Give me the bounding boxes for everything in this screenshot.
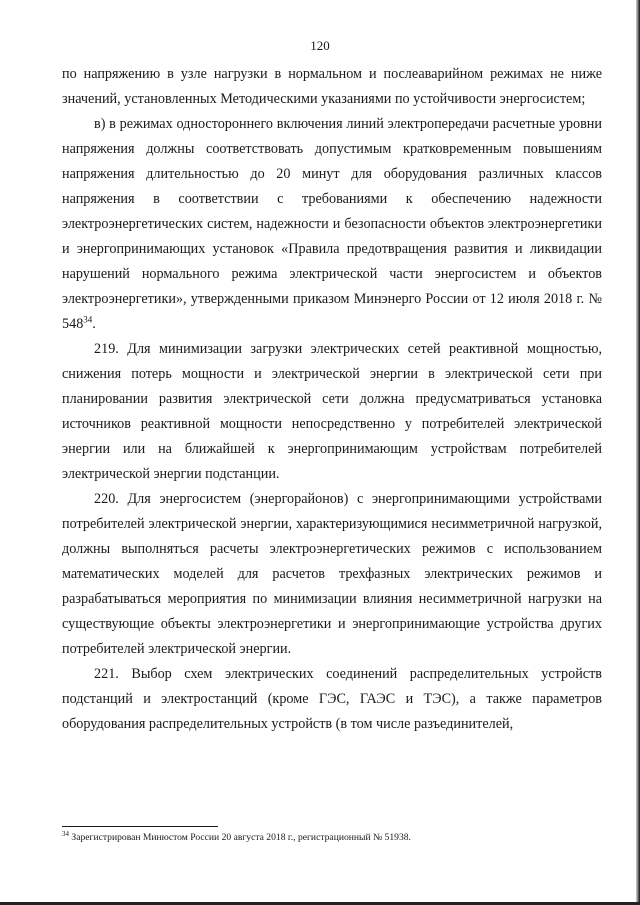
page-number: 120	[310, 38, 330, 53]
paragraph-text: 219. Для минимизации загрузки электрических сетей реактивной мощностью, снижения потерь мощности и электрической энергии в электрической сети при планировании развития электрической сети должна предусматриваться установка источников реактивной мощности непосредственно у потребителей электрической энергии или на ближайшей к энергопринимающим устройствам потребителей электрической энергии подстанции.	[62, 341, 602, 482]
footnote-text: Зарегистрирован Минюстом России 20 августа 2018 г., регистрационный № 51938.	[71, 832, 411, 843]
paragraph-219	[62, 337, 602, 487]
footnote-separator	[62, 826, 218, 827]
scan-edge-right	[636, 0, 640, 905]
paragraph-text: по напряжению в узле нагрузки в нормальном и послеаварийном режимах не ниже значений, установленных Методическими указаниями по устойчивости энергосистем;	[62, 66, 602, 107]
footnote	[62, 829, 602, 844]
paragraph-text-end: .	[92, 316, 96, 332]
body-text	[62, 62, 602, 737]
footnote-marker: 34	[62, 829, 69, 838]
paragraph-221	[62, 662, 602, 737]
footnote-reference: 34	[83, 314, 93, 325]
paragraph-text: в) в режимах одностороннего включения линий электропередачи расчетные уровни напряжения должны соответствовать допустимым кратковременным повышениям напряжения длительностью до 20 минут для оборудования различных классов напряжения в соответствии с требованиями к обеспечению надежности электроэнергетических систем, надежности и безопасности объектов электроэнергетики и энергопринимающих установок «Правила предотвращения развития и ликвидации нарушений нормального режима электрической части энергосистем и объектов электроэнергетики», утвержденными приказом Минэнерго России от 12 июля 2018 г. № 548	[62, 116, 602, 332]
paragraph-item-v	[62, 112, 602, 337]
paragraph-continuation	[62, 62, 602, 112]
paragraph-text: 221. Выбор схем электрических соединений распределительных устройств подстанций и электростанций (кроме ГЭС, ГАЭС и ТЭС), а также параметров оборудования распределительных устройств (в том числе разъединителей,	[62, 666, 602, 732]
paragraph-220	[62, 487, 602, 662]
paragraph-text: 220. Для энергосистем (энергорайонов) с энергопринимающими устройствами потребителей электрической энергии, характеризующимися несимметричной нагрузкой, должны выполняться расчеты электроэнергетических режимов с использованием математических моделей для расчетов трехфазных электрических режимов и разрабатываться мероприятия по минимизации влияния несимметричной нагрузки на существующие объекты электроэнергетики и энергопринимающие устройства других потребителей электрической энергии.	[62, 491, 602, 657]
